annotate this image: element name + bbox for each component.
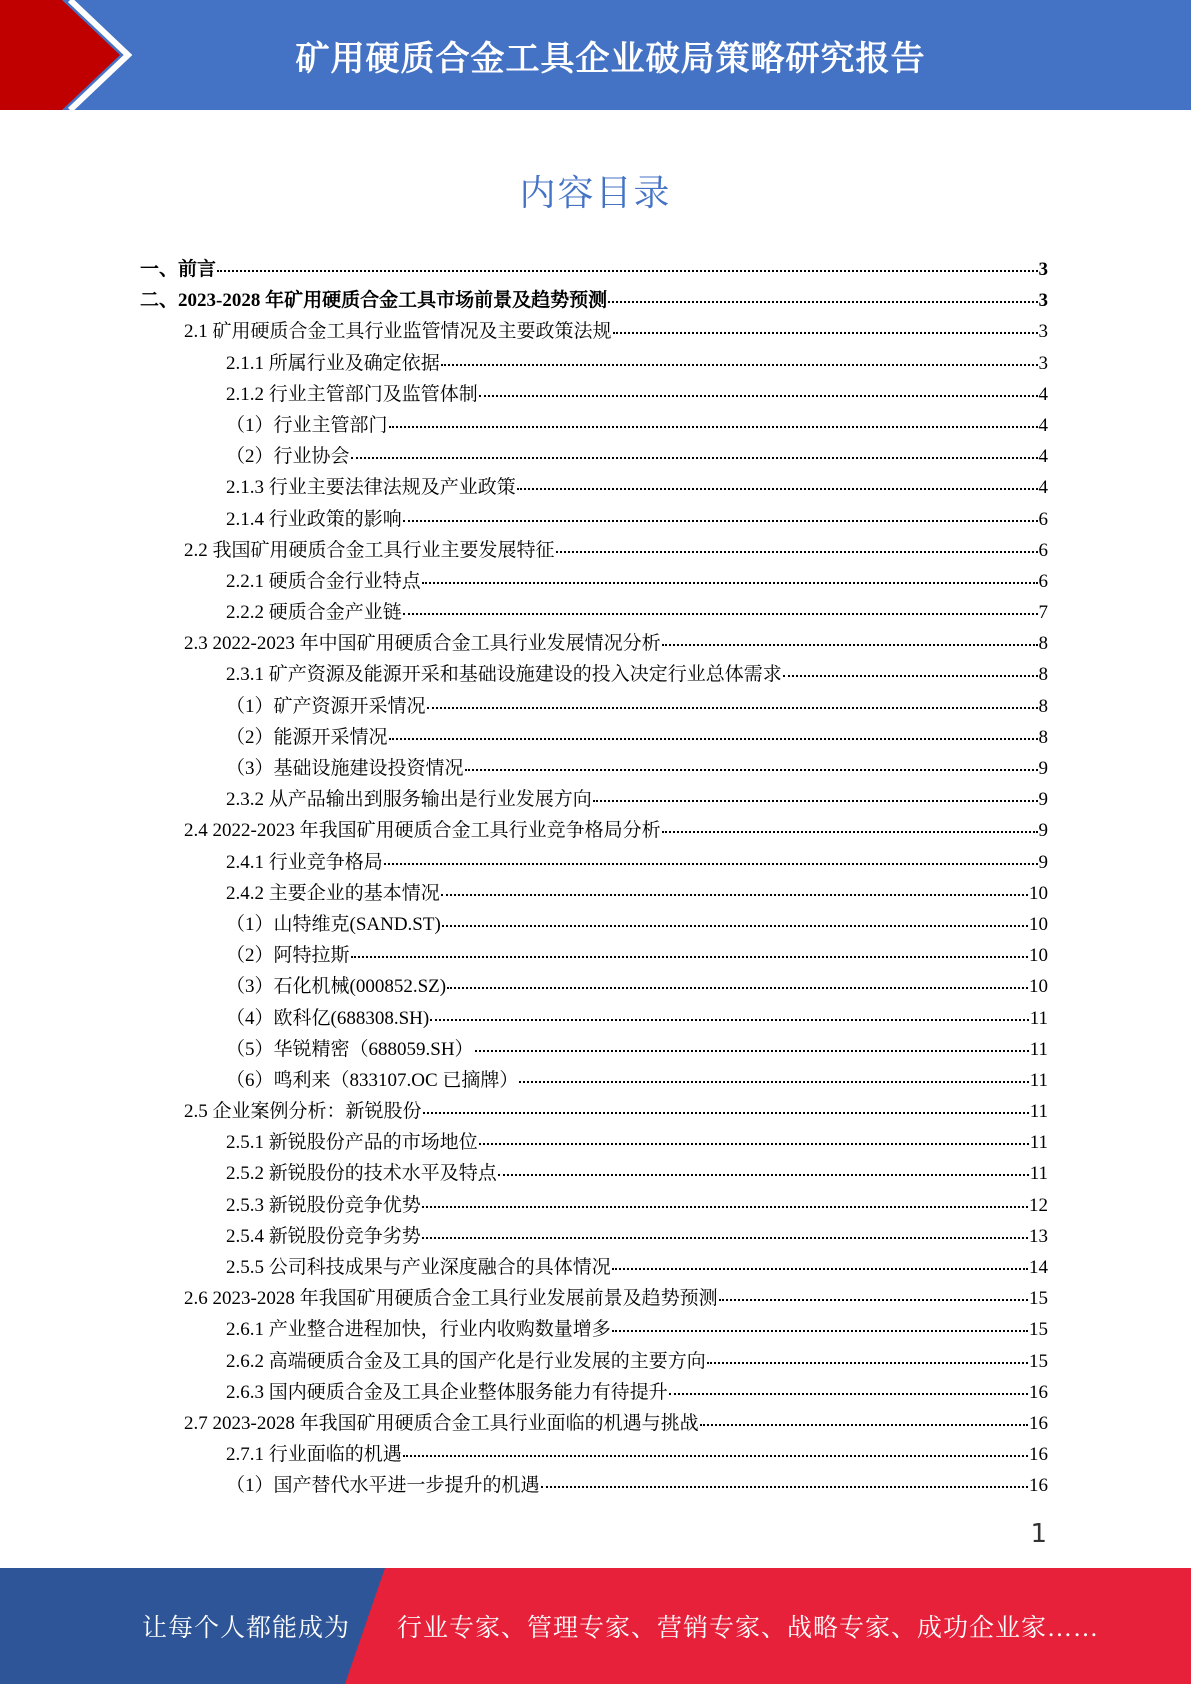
toc-leader-dots <box>719 1299 1028 1301</box>
toc-entry-label: （1）行业主管部门 <box>226 414 388 436</box>
toc-entry-page: 16 <box>1029 1444 1048 1466</box>
toc-leader-dots <box>707 1362 1028 1364</box>
toc-entry-label: 2.6.3 国内硬质合金及工具企业整体服务能力有待提升 <box>226 1381 668 1403</box>
toc-entry[interactable] <box>140 753 1048 784</box>
toc-leader-dots <box>217 270 1037 272</box>
toc-leader-dots <box>556 551 1038 553</box>
toc-leader-dots <box>441 894 1028 896</box>
toc-leader-dots <box>700 1424 1028 1426</box>
toc-entry-label: 2.1.1 所属行业及确定依据 <box>226 352 440 374</box>
toc-leader-dots <box>422 582 1038 584</box>
toc-entry-label: （2）行业协会 <box>226 446 350 468</box>
toc-entry-page: 10 <box>1029 945 1048 967</box>
toc-heading: 内容目录 <box>519 173 672 214</box>
toc-entry-label: 2.5.3 新锐股份竞争优势 <box>226 1194 421 1216</box>
toc-entry-label: （1）国产替代水平进一步提升的机遇 <box>226 1475 540 1497</box>
toc-entry[interactable] <box>140 597 1048 628</box>
toc-leader-dots <box>479 1143 1029 1145</box>
toc-entry-label: 2.5.1 新锐股份产品的市场地位 <box>226 1132 478 1154</box>
toc-entry-label: 2.3 2022-2023 年中国矿用硬质合金工具行业发展情况分析 <box>184 633 661 655</box>
toc-entry[interactable] <box>140 1377 1048 1408</box>
toc-entry-label: 2.5 企业案例分析：新锐股份 <box>184 1101 422 1123</box>
toc-entry[interactable] <box>140 566 1048 597</box>
toc-entry[interactable] <box>140 1127 1048 1158</box>
toc-entry-page: 7 <box>1038 602 1048 624</box>
toc-entry[interactable] <box>140 1190 1048 1221</box>
toc-entry[interactable] <box>140 1096 1048 1127</box>
toc-entry-label: 2.1 矿用硬质合金工具行业监管情况及主要政策法规 <box>184 321 612 343</box>
toc-leader-dots <box>541 1486 1028 1488</box>
toc-entry-page: 11 <box>1029 1101 1048 1123</box>
toc-leader-dots <box>422 1206 1028 1208</box>
toc-leader-dots <box>662 644 1038 646</box>
toc-entry-label: 2.1.4 行业政策的影响 <box>226 508 402 530</box>
toc-entry-label: 2.4.1 行业竞争格局 <box>226 851 383 873</box>
toc-leader-dots <box>423 1112 1029 1114</box>
toc-entry[interactable] <box>140 254 1048 285</box>
toc-entry-page: 6 <box>1038 570 1048 592</box>
toc-entry[interactable] <box>140 1346 1048 1377</box>
toc-leader-dots <box>447 987 1028 989</box>
toc-entry[interactable] <box>140 784 1048 815</box>
toc-leader-dots <box>608 301 1037 303</box>
toc-leader-dots <box>613 332 1038 334</box>
toc-entry[interactable] <box>140 1003 1048 1034</box>
toc-entry-page: 8 <box>1038 726 1048 748</box>
table-of-contents <box>140 254 1048 1502</box>
toc-entry-label: 2.2 我国矿用硬质合金工具行业主要发展特征 <box>184 539 555 561</box>
toc-leader-dots <box>783 675 1038 677</box>
toc-entry-label: 2.5.2 新锐股份的技术水平及特点 <box>226 1163 497 1185</box>
toc-entry[interactable] <box>140 940 1048 971</box>
header-banner <box>0 0 1191 110</box>
toc-leader-dots <box>403 1455 1028 1457</box>
toc-entry-page: 13 <box>1029 1225 1048 1247</box>
toc-entry-page: 11 <box>1029 1007 1048 1029</box>
toc-entry-page: 16 <box>1029 1475 1048 1497</box>
toc-entry-label: 2.5.5 公司科技成果与产业深度融合的具体情况 <box>226 1257 611 1278</box>
toc-entry[interactable] <box>140 441 1048 472</box>
toc-leader-dots <box>441 364 1038 366</box>
toc-entry-label: 2.5.4 新锐股份竞争劣势 <box>226 1225 421 1247</box>
toc-entry-page: 4 <box>1038 446 1048 468</box>
toc-entry-page: 16 <box>1029 1412 1048 1434</box>
toc-entry-page: 9 <box>1038 851 1048 873</box>
toc-entry-page: 15 <box>1029 1319 1048 1341</box>
toc-leader-dots <box>351 956 1028 958</box>
toc-leader-dots <box>427 707 1038 709</box>
toc-entry-page: 10 <box>1029 882 1048 904</box>
toc-entry-label: 一、前言 <box>140 259 217 280</box>
toc-entry[interactable] <box>140 1470 1048 1501</box>
toc-entry-page: 8 <box>1038 695 1048 717</box>
toc-entry-page: 9 <box>1038 820 1048 842</box>
toc-entry-label: （1）矿产资源开采情况 <box>226 695 426 717</box>
toc-entry-page: 14 <box>1029 1257 1048 1278</box>
toc-leader-dots <box>517 488 1038 490</box>
toc-leader-dots <box>662 831 1038 833</box>
toc-entry-label: 2.7 2023-2028 年我国矿用硬质合金工具行业面临的机遇与挑战 <box>184 1412 699 1434</box>
toc-leader-dots <box>403 520 1038 522</box>
toc-entry-page: 8 <box>1038 633 1048 655</box>
toc-entry[interactable] <box>140 1252 1048 1283</box>
toc-entry-page: 3 <box>1038 321 1048 343</box>
toc-entry-page: 4 <box>1038 383 1048 405</box>
toc-entry-page: 16 <box>1029 1381 1048 1403</box>
toc-entry[interactable] <box>140 472 1048 503</box>
toc-entry[interactable] <box>140 504 1048 535</box>
toc-leader-dots <box>669 1393 1028 1395</box>
toc-entry[interactable] <box>140 1408 1048 1439</box>
toc-entry-page: 15 <box>1029 1288 1048 1310</box>
footer-slogan-left: 让每个人都能成为 <box>142 1615 351 1642</box>
toc-entry-page: 11 <box>1029 1163 1048 1185</box>
toc-entry-label: 2.6 2023-2028 年我国矿用硬质合金工具行业发展前景及趋势预测 <box>184 1288 718 1310</box>
toc-entry-page: 10 <box>1029 913 1048 935</box>
toc-entry[interactable] <box>140 1283 1048 1314</box>
toc-leader-dots <box>465 769 1038 771</box>
toc-entry[interactable] <box>140 722 1048 753</box>
toc-entry-page: 3 <box>1038 259 1048 280</box>
toc-entry-page: 3 <box>1038 290 1048 312</box>
toc-entry-label: 二、2023-2028 年矿用硬质合金工具市场前景及趋势预测 <box>140 290 608 312</box>
toc-entry[interactable] <box>140 379 1048 410</box>
toc-entry-label: （5）华锐精密（688059.SH） <box>226 1038 474 1060</box>
toc-leader-dots <box>389 426 1038 428</box>
toc-entry-label: 2.6.2 高端硬质合金及工具的国产化是行业发展的主要方向 <box>226 1350 706 1372</box>
toc-entry-page: 6 <box>1038 539 1048 561</box>
toc-entry-page: 11 <box>1029 1038 1048 1060</box>
report-title: 矿用硬质合金工具企业破局策略研究报告 <box>295 38 926 79</box>
toc-entry-label: （4）欧科亿(688308.SH) <box>226 1007 430 1029</box>
toc-leader-dots <box>475 1050 1029 1052</box>
toc-entry-page: 6 <box>1038 508 1048 530</box>
toc-leader-dots <box>422 1237 1028 1239</box>
toc-leader-dots <box>403 613 1038 615</box>
toc-entry-page: 12 <box>1029 1194 1048 1216</box>
toc-entry-page: 9 <box>1038 758 1048 779</box>
toc-entry-label: （6）鸣利来（833107.OC 已摘牌） <box>226 1069 519 1091</box>
toc-entry[interactable] <box>140 971 1048 1002</box>
toc-entry-label: 2.6.1 产业整合进程加快，行业内收购数量增多 <box>226 1319 611 1341</box>
toc-entry-label: 2.1.2 行业主管部门及监管体制 <box>226 383 478 405</box>
toc-entry[interactable] <box>140 410 1048 441</box>
toc-entry[interactable] <box>140 1158 1048 1189</box>
page-number: 1 <box>1030 1519 1047 1549</box>
toc-entry[interactable] <box>140 348 1048 379</box>
toc-entry-page: 11 <box>1029 1132 1048 1154</box>
footer-slogan-right: 行业专家、管理专家、营销专家、战略专家、成功企业家…… <box>397 1615 1100 1642</box>
toc-entry[interactable] <box>140 1439 1048 1470</box>
toc-leader-dots <box>430 1019 1029 1021</box>
toc-leader-dots <box>479 395 1038 397</box>
footer-banner <box>0 1568 1191 1684</box>
toc-leader-dots <box>442 925 1028 927</box>
toc-entry-label: 2.3.2 从产品输出到服务输出是行业发展方向 <box>226 789 592 811</box>
toc-leader-dots <box>498 1174 1029 1176</box>
toc-leader-dots <box>612 1330 1028 1332</box>
toc-entry[interactable] <box>140 285 1048 316</box>
toc-entry-label: （3）石化机械(000852.SZ) <box>226 976 447 998</box>
toc-entry-label: （2）能源开采情况 <box>226 726 388 748</box>
toc-leader-dots <box>384 863 1038 865</box>
toc-entry[interactable] <box>140 878 1048 909</box>
toc-leader-dots <box>389 738 1038 740</box>
toc-leader-dots <box>612 1268 1028 1270</box>
toc-entry-label: （1）山特维克(SAND.ST) <box>226 913 441 935</box>
toc-entry-label: 2.4 2022-2023 年我国矿用硬质合金工具行业竞争格局分析 <box>184 820 661 842</box>
toc-entry[interactable] <box>140 628 1048 659</box>
toc-entry-label: 2.4.2 主要企业的基本情况 <box>226 882 440 904</box>
toc-entry[interactable] <box>140 1221 1048 1252</box>
toc-entry[interactable] <box>140 691 1048 722</box>
toc-leader-dots <box>351 457 1038 459</box>
toc-entry[interactable] <box>140 909 1048 940</box>
toc-entry-page: 4 <box>1038 414 1048 436</box>
toc-entry-label: 2.1.3 行业主要法律法规及产业政策 <box>226 477 516 499</box>
toc-entry-label: （2）阿特拉斯 <box>226 945 350 967</box>
toc-entry[interactable] <box>140 1314 1048 1345</box>
toc-entry-page: 8 <box>1038 664 1048 686</box>
toc-entry[interactable] <box>140 659 1048 690</box>
toc-entry[interactable] <box>140 535 1048 566</box>
toc-entry-page: 3 <box>1038 352 1048 374</box>
toc-entry-label: 2.7.1 行业面临的机遇 <box>226 1444 402 1466</box>
toc-entry-label: （3）基础设施建设投资情况 <box>226 758 464 779</box>
toc-entry-page: 4 <box>1038 477 1048 499</box>
toc-entry-page: 15 <box>1029 1350 1048 1372</box>
toc-entry[interactable] <box>140 847 1048 878</box>
toc-entry-label: 2.2.2 硬质合金产业链 <box>226 602 402 624</box>
toc-entry-page: 9 <box>1038 789 1048 811</box>
toc-entry-page: 10 <box>1029 976 1048 998</box>
toc-entry[interactable] <box>140 316 1048 347</box>
toc-entry[interactable] <box>140 1065 1048 1096</box>
toc-leader-dots <box>519 1081 1028 1083</box>
header-arrow-decoration <box>0 0 160 110</box>
toc-leader-dots <box>593 800 1038 802</box>
toc-entry-label: 2.3.1 矿产资源及能源开采和基础设施建设的投入决定行业总体需求 <box>226 664 782 686</box>
toc-entry-label: 2.2.1 硬质合金行业特点 <box>226 570 421 592</box>
toc-entry-page: 11 <box>1029 1069 1048 1091</box>
toc-entry[interactable] <box>140 1034 1048 1065</box>
toc-entry[interactable] <box>140 815 1048 846</box>
